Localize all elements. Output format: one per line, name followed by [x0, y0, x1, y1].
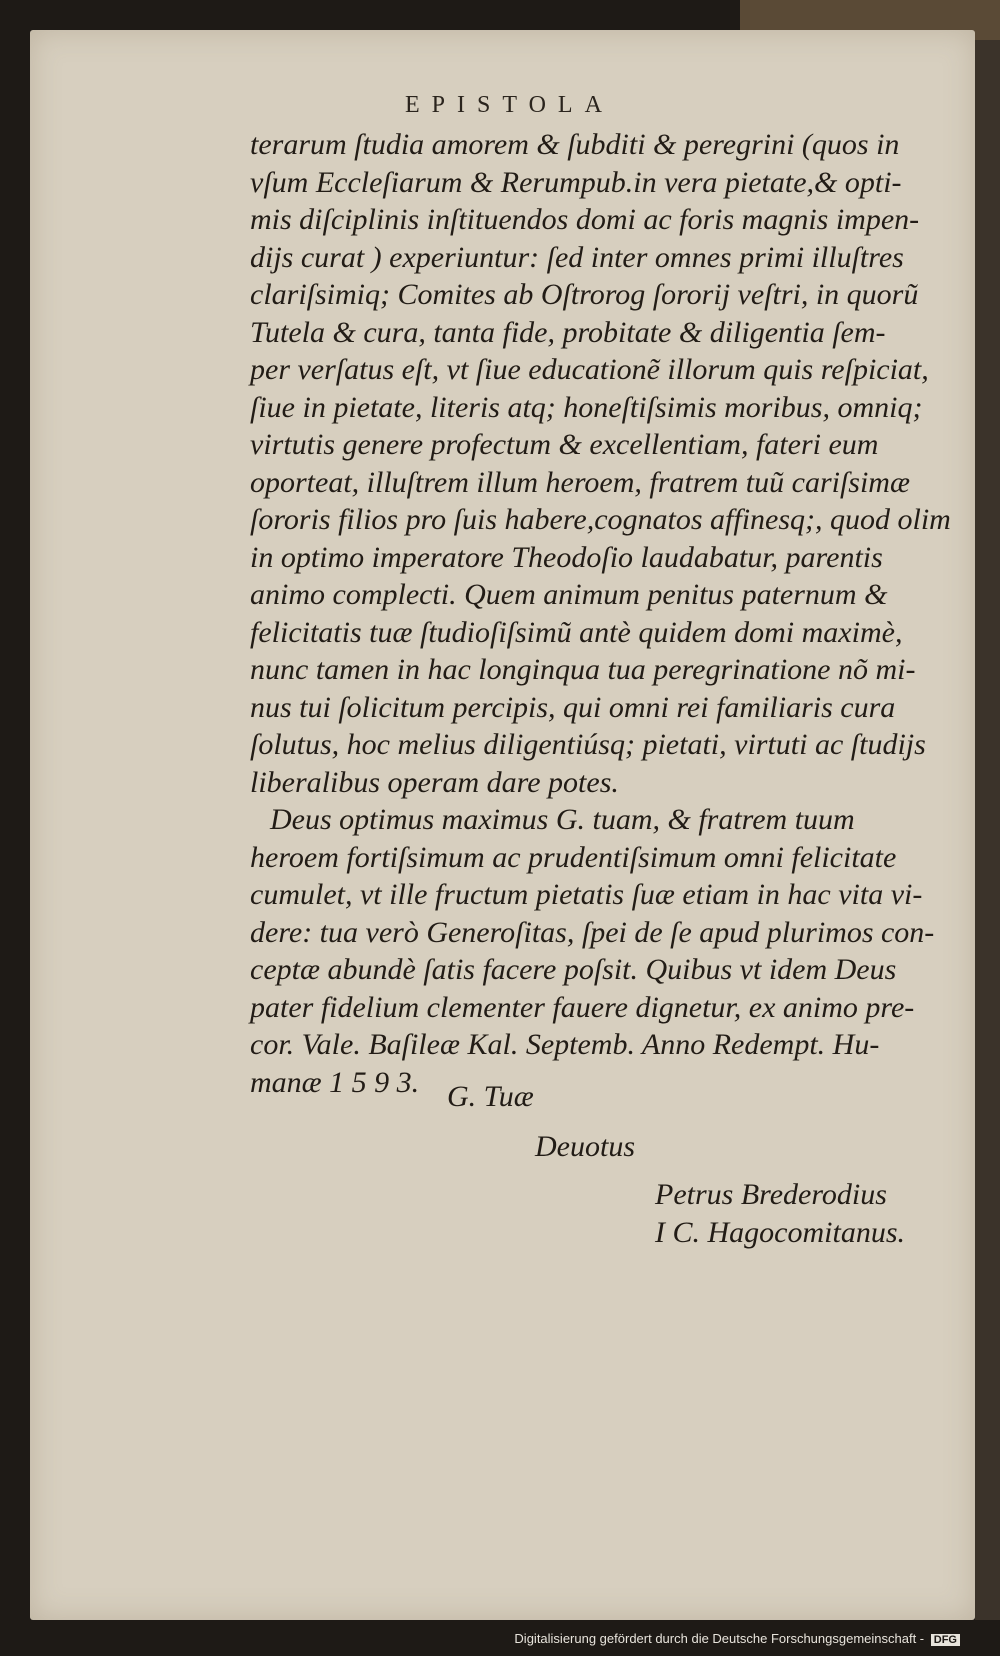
- text-line: Tutela & cura, tanta fide, probitate & diligentia ſem-: [250, 315, 886, 349]
- signature-greeting: G. Tuæ: [447, 1080, 534, 1113]
- text-line: oporteat, illuſtrem illum heroem, fratrem tuũ cariſsimæ: [250, 465, 910, 499]
- text-line: nus tui ſolicitum percipis, qui omni rei familiaris cura: [250, 690, 896, 724]
- text-line: per verſatus eſt, vt ſiue educationẽ illorum quis reſpiciat,: [250, 353, 929, 386]
- signature-devotus: Deuotus: [535, 1130, 635, 1163]
- text-line: Deus optimus maximus G. tuam, & fratrem tuum: [270, 803, 855, 836]
- digitization-credit: [514, 1631, 960, 1646]
- text-line: ſororis filios pro ſuis habere,cognatos affinesq;, quod olim: [250, 503, 951, 536]
- book-spine-edge: [975, 40, 1000, 1620]
- text-line: mis diſciplinis inſtituendos domi ac foris magnis impen-: [250, 203, 920, 236]
- text-line: felicitatis tuæ ſtudioſiſsimũ antè quidem domi maximè,: [250, 615, 903, 649]
- text-line: ceptæ abundè ſatis facere poſsit. Quibus vt idem Deus: [250, 953, 897, 986]
- text-line: manæ 1 5 9 3.: [250, 1065, 420, 1099]
- signature-name: Petrus Brederodius: [655, 1178, 887, 1211]
- text-line: ſiue in pietate, literis atq; honeſtiſsimis moribus, omniq;: [250, 390, 923, 424]
- text-line: vſum Eccleſiarum & Rerumpub.in vera pietate,& opti-: [250, 165, 902, 199]
- text-line: pater fidelium clementer fauere dignetur, ex animo pre-: [250, 990, 915, 1024]
- dfg-logo: DFG: [931, 1634, 960, 1646]
- text-line: dere: tua verò Generoſitas, ſpei de ſe apud plurimos con-: [250, 915, 935, 949]
- text-line: heroem fortiſsimum ac prudentiſsimum omni felicitate: [250, 840, 897, 874]
- letter-body: [250, 126, 951, 1101]
- text-line: cumulet, vt ille fructum pietatis ſuæ etiam in hac vita vi-: [250, 878, 923, 911]
- credit-text: Digitalisierung gefördert durch die Deutsche Forschungsgemeinschaft -: [514, 1631, 925, 1646]
- text-line: clariſsimiq; Comites ab Oſtrorog ſororij veſtri, in quorũ: [250, 278, 919, 311]
- text-line: nunc tamen in hac longinqua tua peregrinatione nõ mi-: [250, 653, 916, 686]
- text-line: virtutis genere profectum & excellentiam, fateri eum: [250, 428, 879, 461]
- text-line: in optimo imperatore Theodoſio laudabatur, parentis: [250, 540, 883, 574]
- text-line: liberalibus operam dare potes.: [250, 765, 619, 799]
- text-line: cor. Vale. Baſileæ Kal. Septemb. Anno Redempt. Hu-: [250, 1028, 880, 1061]
- running-head: EPISTOLA: [405, 92, 614, 118]
- signature-title: I C. Hagocomitanus.: [655, 1216, 905, 1249]
- text-line: animo complecti. Quem animum penitus paternum &: [250, 578, 888, 611]
- text-line: ſolutus, hoc melius diligentiúsq; pietati, virtuti ac ſtudijs: [250, 728, 926, 761]
- text-line: terarum ſtudia amorem & ſubditi & peregrini (quos in: [250, 128, 900, 161]
- text-line: dijs curat ) experiuntur: ſed inter omnes primi illuſtres: [250, 240, 904, 274]
